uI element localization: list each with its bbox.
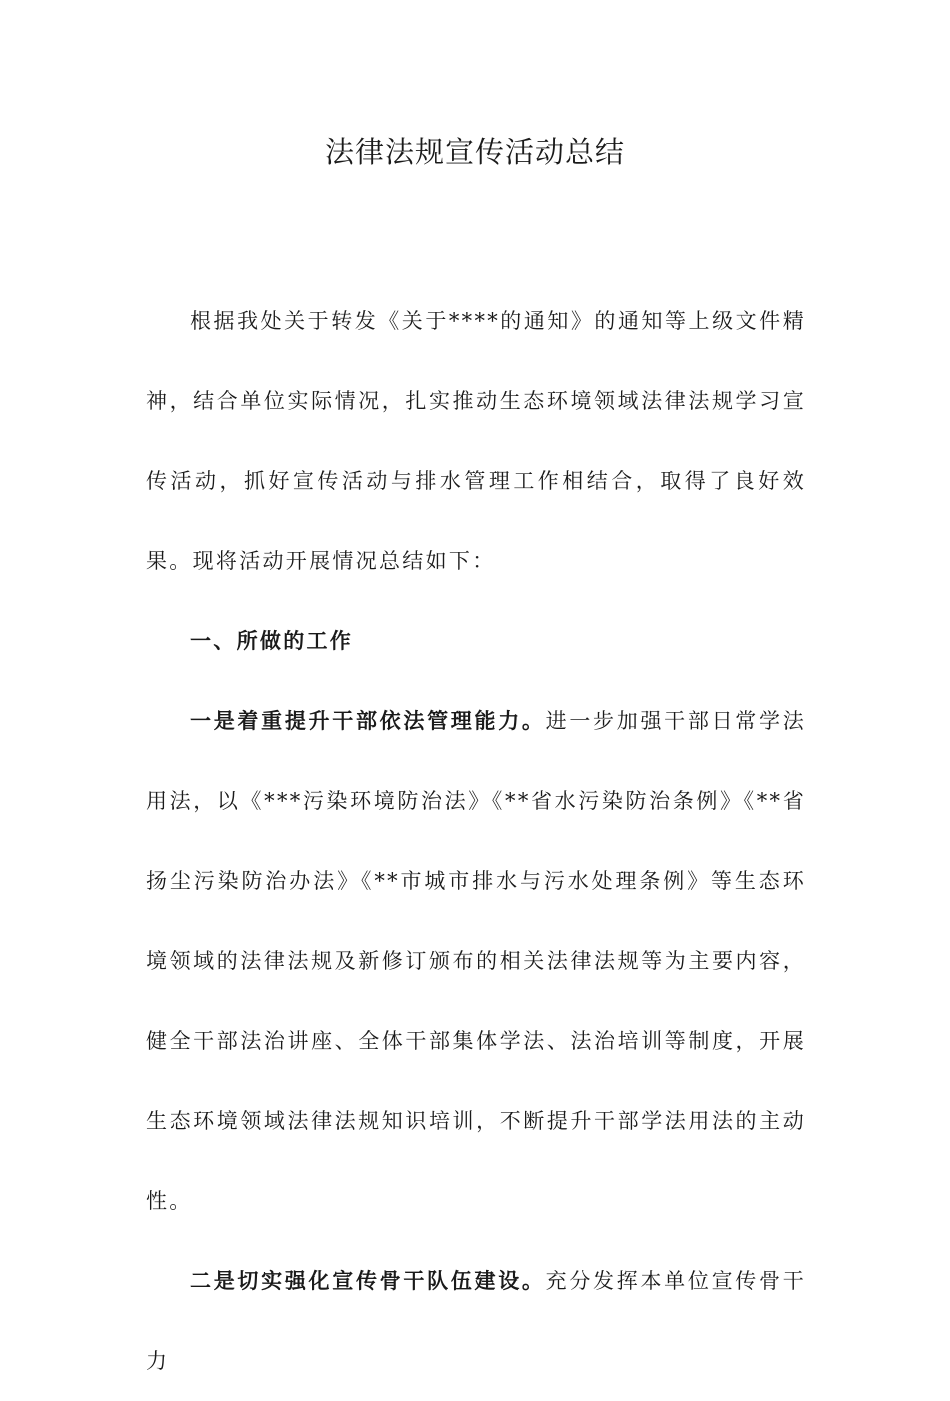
item-1-paragraph: [146, 681, 806, 1241]
item-2-lead: 二是切实强化宣传骨干队伍建设。: [190, 1268, 546, 1293]
section-heading: 一、所做的工作: [190, 628, 354, 653]
intro-paragraph: 根据我处关于转发《关于****的通知》的通知等上级文件精神，结合单位实际情况，扎实推动生态环境领域法律法规学习宣传活动，抓好宣传活动与排水管理工作相结合，取得了良好效果。现将活动开展情况总结如下：: [146, 309, 806, 573]
item-2-body: 充分发挥本单位宣传骨干力: [146, 1269, 806, 1373]
item-1-body: 进一步加强干部日常学法用法，以《***污染环境防治法》《**省水污染防治条例》《**省扬尘污染防治办法》《**市城市排水与污水处理条例》等生态环境领域的法律法规及新修订颁布的相关法律法规等为主要内容，健全干部法治讲座、全体干部集体学法、法治培训等制度，开展生态环境领域法律法规知识培训，不断提升干部学法用法的主动性。: [146, 709, 806, 1213]
item-1-lead: 一是着重提升干部依法管理能力。: [190, 708, 546, 733]
document-title: 法律法规宣传活动总结: [324, 135, 625, 169]
item-2-paragraph: [146, 1241, 806, 1401]
document-body: [146, 281, 806, 1401]
